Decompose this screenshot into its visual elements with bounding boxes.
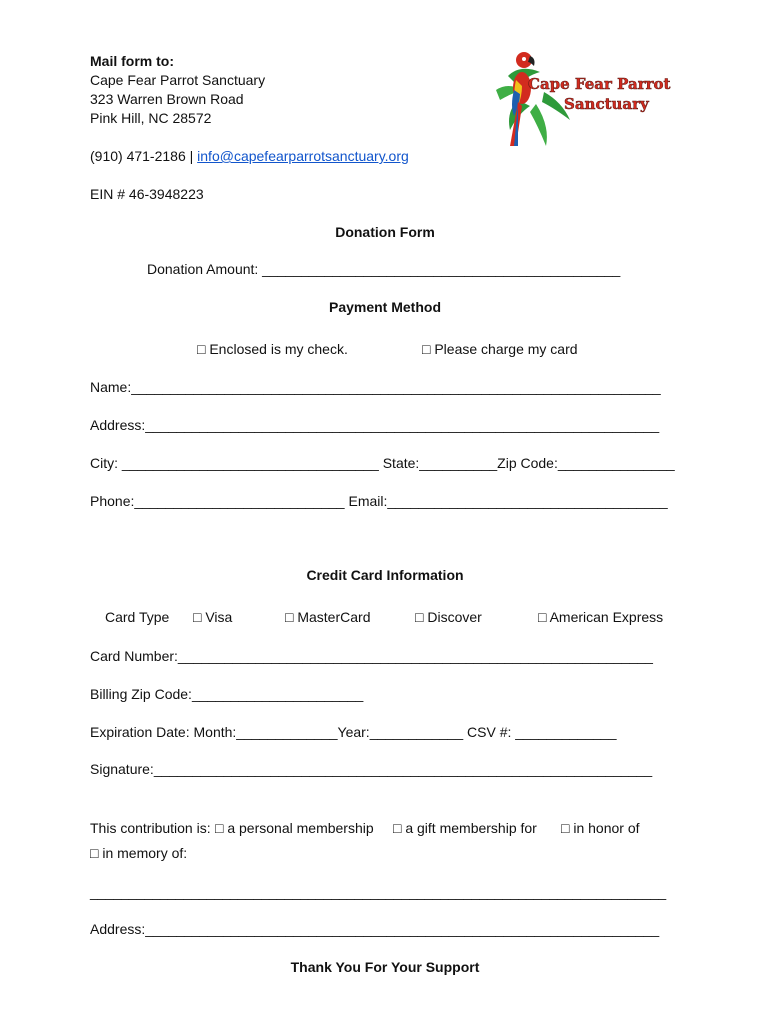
donation-amount-field[interactable]: Donation Amount: ______________________________________________ <box>147 261 621 277</box>
american-express-checkbox[interactable]: □ American Express <box>538 609 664 625</box>
contact-line <box>90 147 409 165</box>
logo-text-line2: Sanctuary <box>564 95 649 113</box>
phone-number: (910) 471-2186 | <box>90 148 194 164</box>
city-state-zip-field[interactable]: City: _________________________________ State:__________Zip Code:_______________ <box>90 455 675 471</box>
in-honor-of-checkbox[interactable]: □ in honor of <box>561 820 640 836</box>
logo-text-line1: Cape Fear Parrot <box>528 75 671 93</box>
card-type-label: Card Type <box>105 609 170 625</box>
name-field[interactable]: Name:____________________________________________________________________ <box>90 379 661 395</box>
visa-checkbox[interactable]: □ Visa <box>193 609 233 625</box>
honoree-address-field[interactable]: Address:__________________________________________________________________ <box>90 921 660 937</box>
discover-checkbox[interactable]: □ Discover <box>415 609 482 625</box>
personal-membership-checkbox[interactable]: □ a personal membership <box>215 820 374 836</box>
city-state-zip: Pink Hill, NC 28572 <box>90 110 212 126</box>
credit-card-title: Credit Card Information <box>306 567 464 583</box>
mastercard-checkbox[interactable]: □ MasterCard <box>285 609 371 625</box>
in-memory-of-checkbox[interactable]: □ in memory of: <box>90 845 188 861</box>
org-name: Cape Fear Parrot Sanctuary <box>90 72 266 88</box>
contribution-label: This contribution is: <box>90 820 211 836</box>
sanctuary-logo <box>488 42 673 152</box>
thank-you-message: Thank You For Your Support <box>290 959 480 975</box>
charge-card-checkbox[interactable]: □ Please charge my card <box>422 341 578 357</box>
card-number-field[interactable]: Card Number:_____________________________________________________________ <box>90 648 653 664</box>
billing-zip-field[interactable]: Billing Zip Code:______________________ <box>90 686 364 702</box>
parrot-icon <box>488 42 673 152</box>
address-field[interactable]: Address:__________________________________________________________________ <box>90 417 660 433</box>
expiration-csv-field[interactable]: Expiration Date: Month:_____________Year:____________ CSV #: _____________ <box>90 724 617 740</box>
payment-method-title: Payment Method <box>328 299 441 315</box>
mail-form-label: Mail form to: <box>90 53 174 69</box>
phone-email-field[interactable]: Phone:___________________________ Email:____________________________________ <box>90 493 668 509</box>
ein-number: EIN # 46-3948223 <box>90 186 204 202</box>
donation-form-title: Donation Form <box>335 224 435 240</box>
signature-field[interactable]: Signature:________________________________________________________________ <box>90 761 653 777</box>
pay-by-check-checkbox[interactable]: □ Enclosed is my check. <box>197 341 348 357</box>
honoree-name-field[interactable]: __________________________________________________________________________ <box>90 884 667 900</box>
email-link[interactable]: info@capefearparrotsanctuary.org <box>197 148 409 164</box>
street-address: 323 Warren Brown Road <box>90 91 244 107</box>
gift-membership-checkbox[interactable]: □ a gift membership for <box>393 820 537 836</box>
